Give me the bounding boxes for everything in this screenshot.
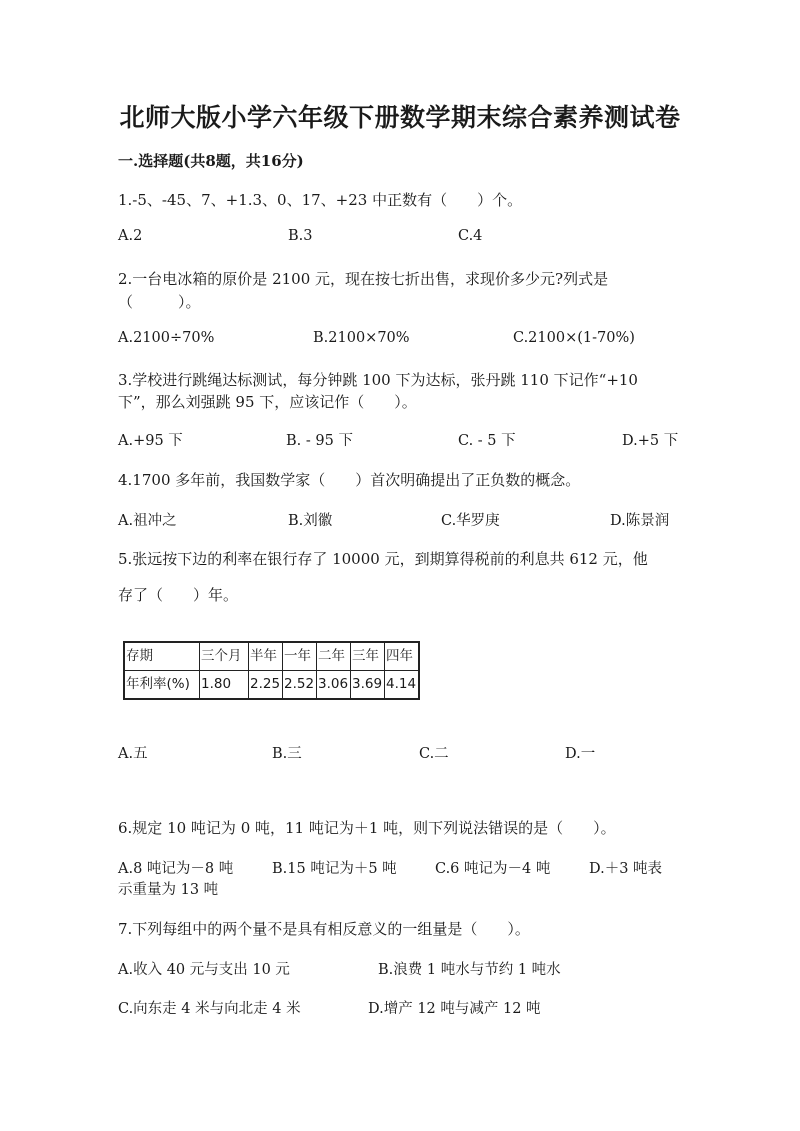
q3-option-b[interactable]: B. - 95 下 (286, 433, 353, 449)
question-3-text-cont: 下”，那么刘强跳 95 下，应该记作（ ）。 (118, 393, 417, 411)
question-1-text: 1.-5、-45、7、+1.3、0、17、+23 中正数有（ ）个。 (118, 191, 523, 209)
q6-option-d-cont: 示重量为 13 吨 (118, 882, 219, 898)
q1-option-c[interactable]: C.4 (458, 228, 483, 244)
table-cell: 1.80 (200, 671, 249, 700)
question-6-text: 6.规定 10 吨记为 0 吨，11 吨记为＋1 吨，则下列说法错误的是（ ）。 (118, 819, 616, 837)
section-heading: 一.选择题(共8题，共16分) (118, 152, 304, 170)
table-row-label: 年利率(%) (124, 671, 200, 700)
table-row (124, 642, 419, 671)
q5-option-a[interactable]: A.五 (118, 746, 148, 762)
q4-option-d[interactable]: D.陈景润 (610, 513, 670, 529)
q7-option-c[interactable]: C.向东走 4 米与向北走 4 米 (118, 1001, 301, 1017)
q7-option-d[interactable]: D.增产 12 吨与减产 12 吨 (368, 1001, 541, 1017)
q2-option-a[interactable]: A.2100÷70% (118, 330, 215, 346)
q6-option-a[interactable]: A.8 吨记为－8 吨 (118, 861, 234, 877)
question-4-text: 4.1700 多年前，我国数学家（ ）首次明确提出了正负数的概念。 (118, 471, 581, 489)
question-3-text: 3.学校进行跳绳达标测试，每分钟跳 100 下为达标，张丹跳 110 下记作“+10 (118, 371, 638, 389)
question-5-text: 5.张远按下边的利率在银行存了 10000 元，到期算得税前的利息共 612 元，他 (118, 550, 648, 568)
q6-option-d[interactable]: D.＋3 吨表 (589, 861, 663, 877)
table-cell: 3.06 (317, 671, 351, 700)
q3-option-a[interactable]: A.+95 下 (118, 433, 183, 449)
q3-option-d[interactable]: D.+5 下 (622, 433, 679, 449)
interest-rate-table (123, 641, 420, 700)
q6-option-b[interactable]: B.15 吨记为＋5 吨 (272, 861, 397, 877)
page-title: 北师大版小学六年级下册数学期末综合素养测试卷 (119, 103, 681, 132)
table-header-cell: 一年 (283, 642, 317, 671)
table-row (124, 671, 419, 700)
table-cell: 2.52 (283, 671, 317, 700)
table-header-cell: 三年 (351, 642, 385, 671)
question-2-text: 2.一台电冰箱的原价是 2100 元，现在按七折出售，求现价多少元?列式是 (118, 270, 609, 288)
q7-option-a[interactable]: A.收入 40 元与支出 10 元 (118, 962, 290, 978)
q4-option-c[interactable]: C.华罗庚 (441, 513, 500, 529)
q5-option-b[interactable]: B.三 (272, 746, 302, 762)
table-header-cell: 四年 (385, 642, 420, 671)
question-2-text-cont: （ ）。 (118, 293, 201, 311)
table-cell: 3.69 (351, 671, 385, 700)
question-7-text: 7.下列每组中的两个量不是具有相反意义的一组量是（ ）。 (118, 920, 530, 938)
table-cell: 4.14 (385, 671, 420, 700)
table-header-cell: 半年 (249, 642, 283, 671)
table-cell: 2.25 (249, 671, 283, 700)
q7-option-b[interactable]: B.浪费 1 吨水与节约 1 吨水 (378, 962, 561, 978)
q3-option-c[interactable]: C. - 5 下 (458, 433, 516, 449)
q2-option-c[interactable]: C.2100×(1-70%) (513, 330, 635, 346)
question-5-text-cont: 存了（ ）年。 (118, 586, 239, 604)
table-header-cell: 存期 (124, 642, 200, 671)
q2-option-b[interactable]: B.2100×70% (313, 330, 410, 346)
table-header-cell: 三个月 (200, 642, 249, 671)
q1-option-b[interactable]: B.3 (288, 228, 313, 244)
q4-option-b[interactable]: B.刘徽 (288, 513, 333, 529)
q5-option-c[interactable]: C.二 (419, 746, 449, 762)
q6-option-c[interactable]: C.6 吨记为－4 吨 (435, 861, 551, 877)
q1-option-a[interactable]: A.2 (118, 228, 143, 244)
q5-option-d[interactable]: D.一 (565, 746, 596, 762)
q4-option-a[interactable]: A.祖冲之 (118, 513, 177, 529)
table-header-cell: 二年 (317, 642, 351, 671)
